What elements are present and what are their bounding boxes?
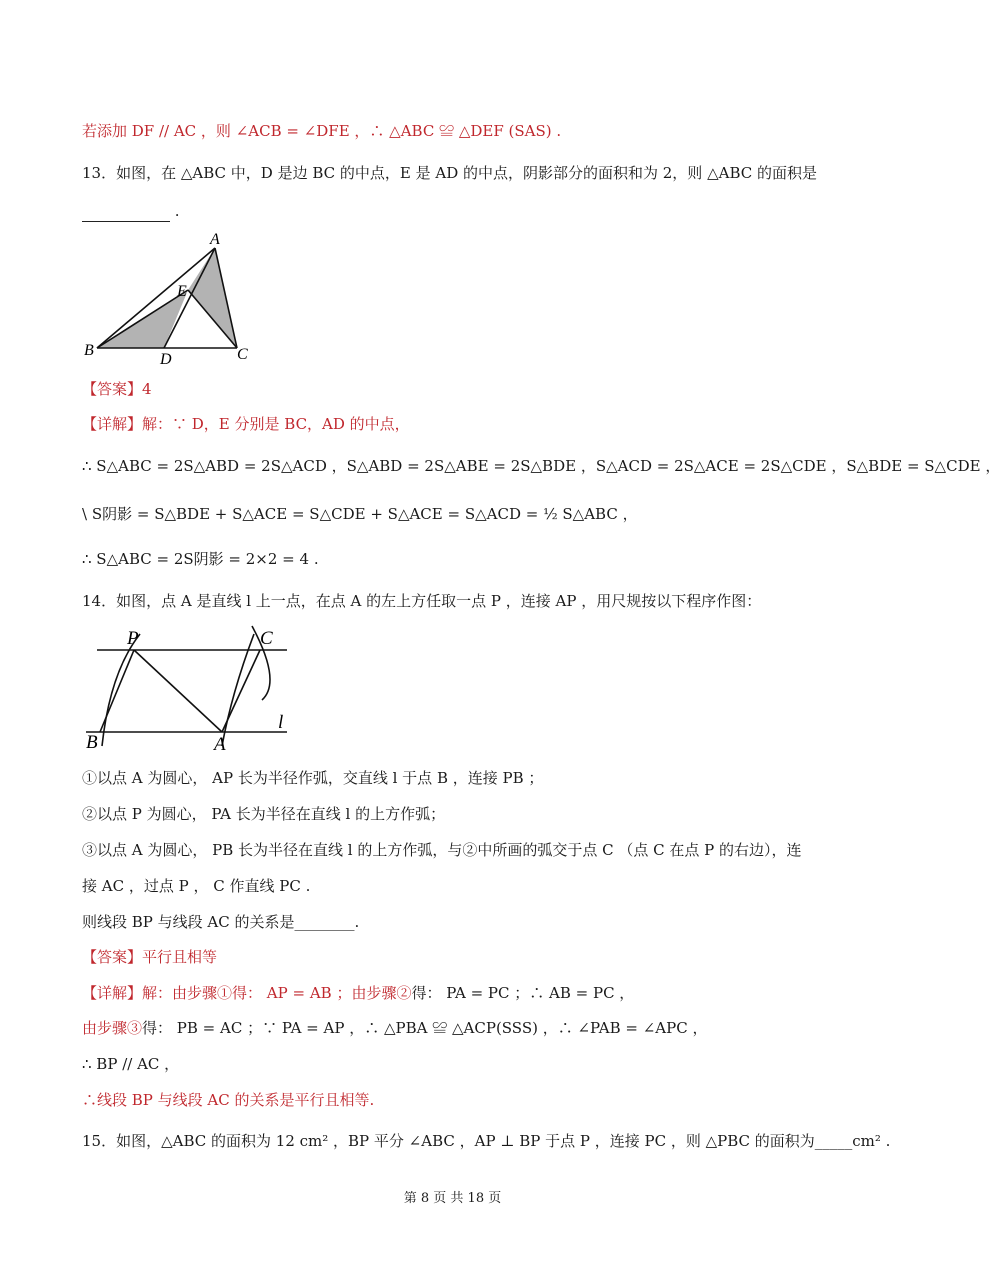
label-b: B <box>84 342 94 359</box>
question-14: 14．如图，点 A 是直线 l 上一点，在点 A 的左上方任取一点 P ，连接 AP ，用尺规按以下程序作图： <box>82 592 762 610</box>
explanation-14-line-3: ∴ BP // AC ， <box>82 1055 180 1073</box>
circled-one: ① <box>82 769 98 787</box>
question-13: 13．如图，在 △ABC 中，D 是边 BC 的中点，E 是 AD 的中点，阴影部分的面积和为 2，则 △ABC 的面积是 <box>82 164 817 182</box>
explanation-14-line-4: ∴线段 BP 与线段 AC 的关系是平行且相等. <box>82 1091 375 1109</box>
label-b: B <box>86 732 98 753</box>
exp14-1a: 【详解】解：由步骤 <box>82 984 218 1002</box>
step-1 <box>82 767 543 789</box>
label-a: A <box>210 231 220 248</box>
step-3 <box>82 839 802 861</box>
page-footer: 第 8 页 共 18 页 <box>403 1191 502 1206</box>
circled-two: ② <box>82 805 98 823</box>
step-3-cont: 接 AC ，过点 P ， C 作直线 PC . <box>82 877 311 895</box>
figure-13-triangle <box>80 228 260 368</box>
question-15: 15．如图，△ABC 的面积为 12 cm² ，BP 平分 ∠ABC ，AP ⊥ BP 于点 P ，连接 PC ，则 △PBC 的面积为_____cm² . <box>82 1132 891 1150</box>
answer-blank <box>82 205 170 222</box>
step-3-text-a: 以点 A 为圆心， PB 长为半径在直线 l 的上方作弧，与 <box>97 841 463 859</box>
exp14-1c: 得： PA = PC ；∴ AB = PC ， <box>411 984 635 1002</box>
question-13-end: . <box>174 202 180 220</box>
explanation-13-line-4: ∴ S△ABC = 2S阴影 = 2×2 = 4 . <box>82 550 319 568</box>
explanation-13-line-3: \ S阴影 = S△BDE + S△ACE = S△CDE + S△ACE = S△ACD = ½ S△ABC ， <box>82 505 638 523</box>
exp14-2a: 由步骤 <box>82 1019 128 1037</box>
figure-14-construction <box>82 622 297 755</box>
label-c: C <box>260 628 273 649</box>
step-3-text-b: 中所画的弧交于点 C （点 C 在点 P 的右边），连 <box>477 841 802 859</box>
question-13-blank-line <box>82 200 180 222</box>
label-l: l <box>278 712 284 733</box>
exp14-2b: 得： PB = AC ；∵ PA = AP ，∴ △PBA ≌ △ACP(SSS) ，∴ ∠PAB = ∠APC ， <box>142 1019 708 1037</box>
step-1-text: 以点 A 为圆心， AP 长为半径作弧，交直线 l 于点 B ，连接 PB ； <box>97 769 544 787</box>
answer-14: 【答案】平行且相等 <box>82 948 218 966</box>
explanation-13-line-1: 【详解】解：∵ D，E 分别是 BC，AD 的中点， <box>82 415 410 433</box>
answer-13: 【答案】4 <box>82 380 152 398</box>
question-14-ask: 则线段 BP 与线段 AC 的关系是________. <box>82 913 360 931</box>
circled-one-ref: ① <box>217 984 233 1002</box>
circled-two-ref: ② <box>462 841 478 859</box>
exp14-1b: 得： AP = AB ；由步骤 <box>232 984 397 1002</box>
text-line-congruence: 若添加 DF // AC ，则 ∠ACB = ∠DFE ，∴ △ABC ≌ △DEF (SAS) . <box>82 122 562 140</box>
label-p: P <box>127 628 139 649</box>
step-2-text: 以点 P 为圆心， PA 长为半径在直线 l 的上方作弧； <box>97 805 446 823</box>
label-d: D <box>160 351 172 368</box>
step-2 <box>82 803 445 825</box>
label-a: A <box>214 734 226 755</box>
explanation-14-line-2 <box>82 1017 707 1039</box>
circled-three-ref: ③ <box>127 1019 143 1037</box>
circled-two-ref-2: ② <box>396 984 412 1002</box>
explanation-14-line-1 <box>82 982 634 1004</box>
circled-three: ③ <box>82 841 98 859</box>
label-c: C <box>237 346 248 363</box>
explanation-13-line-2: ∴ S△ABC = 2S△ABD = 2S△ACD ，S△ABD = 2S△ABE = 2S△BDE ，S△ACD = 2S△ACE = 2S△CDE ，S△BDE = S△CDE ， <box>82 457 1000 475</box>
label-e: E <box>177 283 187 300</box>
